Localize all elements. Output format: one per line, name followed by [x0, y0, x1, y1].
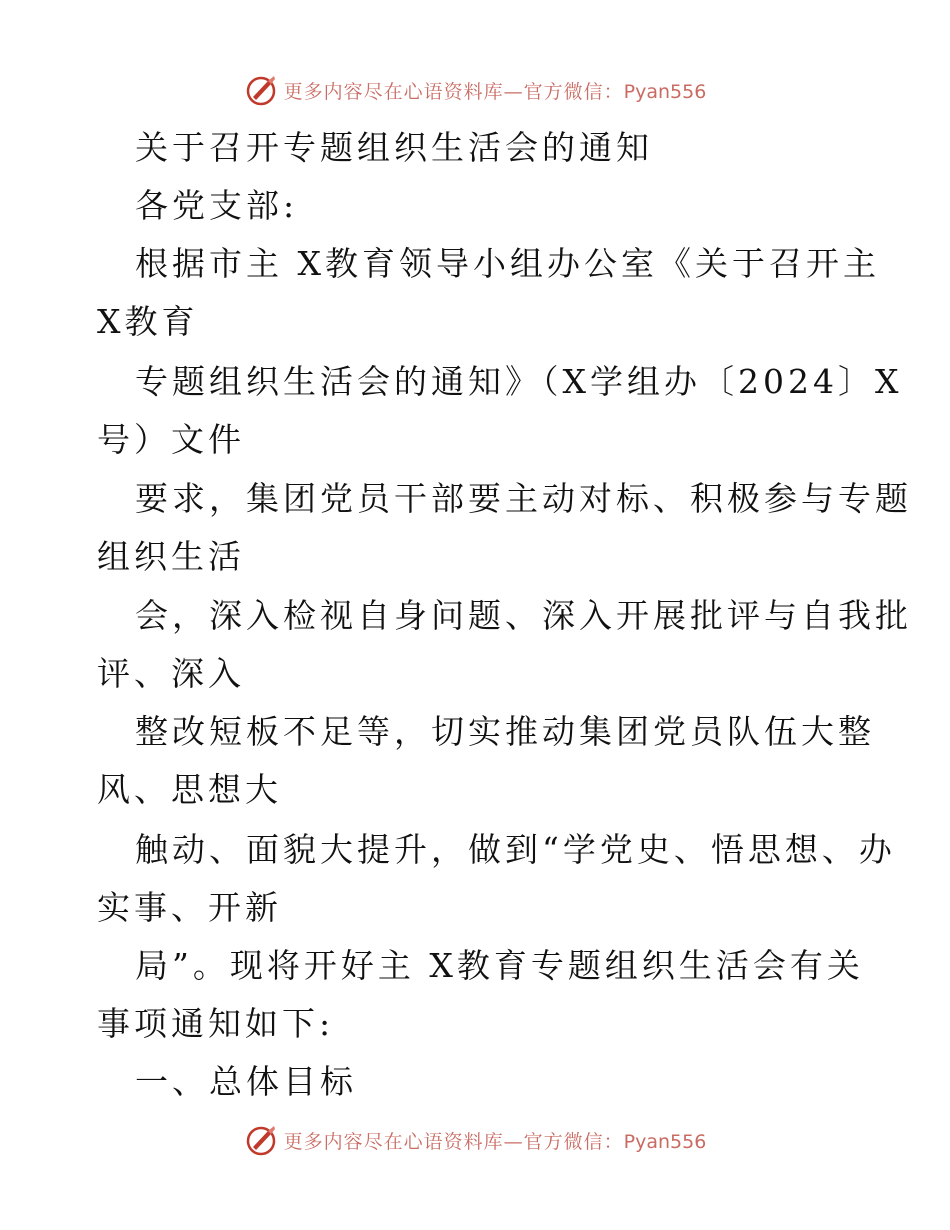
watermark-text: 更多内容尽在心语资料库—官方微信：Pyan556	[283, 80, 707, 103]
watermark-footer	[0, 1120, 950, 1160]
salutation: 各党支部:	[135, 186, 299, 225]
paragraph-line: 根据市主 X教育领导小组办公室《关于召开主	[135, 244, 880, 283]
paragraph-line: 要求，集团党员干部要主动对标、积极参与专题	[135, 479, 912, 518]
paragraph-line: 事项通知如下:	[97, 1004, 335, 1043]
paragraph-line: 会，深入检视自身问题、深入开展批评与自我批	[135, 596, 912, 635]
paragraph-line: 专题组织生活会的通知》（X学组办〔2024〕X	[135, 362, 903, 401]
watermark-id: Pyan556	[623, 1130, 707, 1153]
watermark-id: Pyan556	[623, 80, 707, 103]
paragraph-line: 整改短板不足等，切实推动集团党员队伍大整	[135, 712, 875, 751]
watermark-text: 更多内容尽在心语资料库—官方微信：Pyan556	[283, 1130, 707, 1153]
paragraph-line: 局”。现将开好主 X教育专题组织生活会有关	[135, 946, 864, 985]
paragraph-line: 实事、开新	[97, 888, 282, 927]
paragraph-line: 评、深入	[97, 654, 245, 693]
document-title: 关于召开专题组织生活会的通知	[135, 128, 653, 167]
paragraph-line: 组织生活	[97, 537, 245, 576]
paragraph-line: 号）文件	[97, 420, 245, 459]
paragraph-line: 触动、面貌大提升，做到“学党史、悟思想、办	[135, 830, 896, 869]
section-heading: 一、总体目标	[135, 1062, 357, 1101]
paragraph-line: X教育	[97, 302, 199, 341]
quill-pen-logo-icon	[244, 1123, 278, 1157]
paragraph-line: 风、思想大	[97, 770, 282, 809]
